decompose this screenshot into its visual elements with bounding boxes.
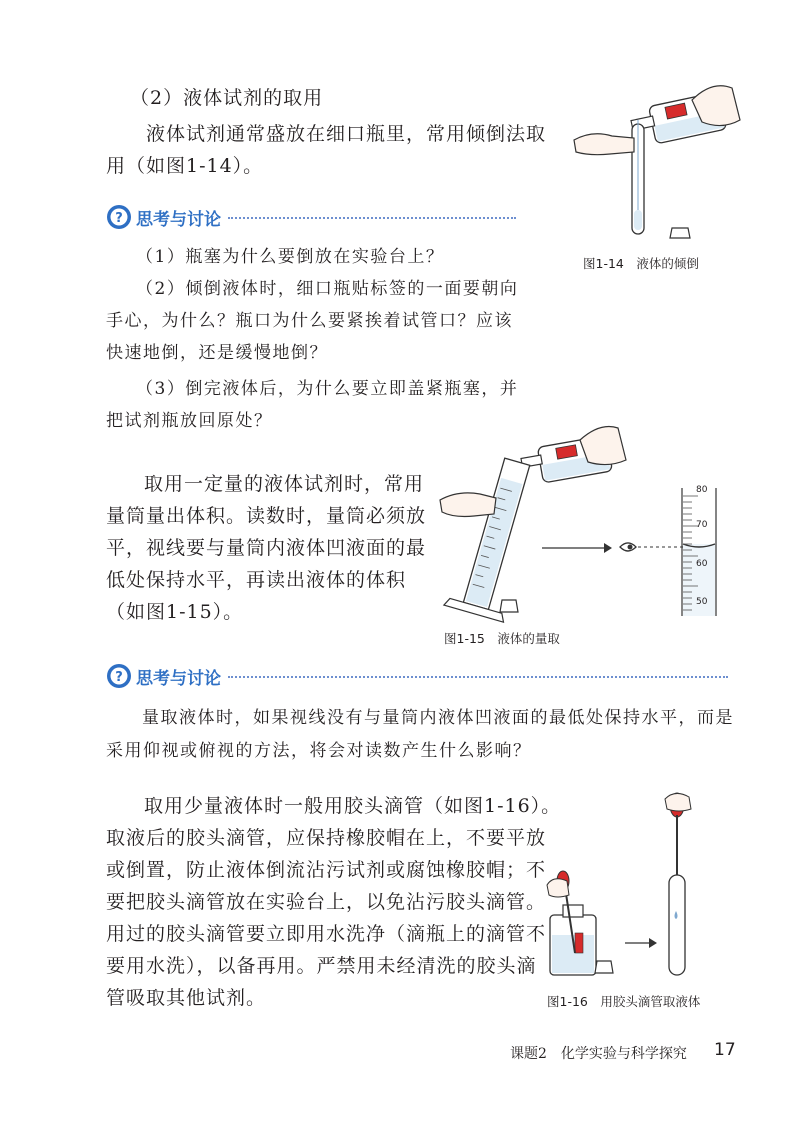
paragraph-line: （如图1-15）。 [106, 601, 244, 623]
question-3: （3）倒完液体后，为什么要立即盖紧瓶塞，并 [136, 379, 519, 399]
paragraph-line: 要用水洗），以备再用。严禁用未经清洗的胶头滴 [106, 955, 537, 977]
figure-caption: 图1-14 液体的倾倒 [583, 256, 699, 271]
paragraph-line: 用过的胶头滴管要立即用水洗净（滴瓶上的滴管不 [106, 923, 547, 945]
paragraph-line: 或倒置，防止液体倒流沾污试剂或腐蚀橡胶帽；不 [106, 859, 547, 881]
scale-label: 50 [696, 597, 708, 607]
page-number: 17 [714, 1040, 736, 1060]
svg-text:?: ? [115, 670, 123, 685]
question-2: （2）倾倒液体时，细口瓶贴标签的一面要朝向 [136, 279, 519, 299]
figure-cylinder-illustration [440, 420, 640, 620]
question-1: （1）瓶塞为什么要倒放在实验台上？ [136, 247, 445, 267]
discussion-title: 思考与讨论 [136, 210, 221, 230]
discussion-text: 量取液体时，如果视线没有与量筒内液体凹液面的最低处保持水平，而是 [142, 708, 734, 728]
arrow-right-icon [542, 542, 612, 554]
discussion-header [106, 663, 730, 689]
question-icon [106, 204, 132, 230]
scale-label: 80 [696, 485, 708, 495]
discussion-text: 采用仰视或俯视的方法，将会对读数产生什么影响？ [106, 741, 532, 761]
figure-caption: 图1-15 液体的量取 [444, 631, 560, 646]
dotted-rule [228, 217, 516, 219]
paragraph-line: 要把胶头滴管放在实验台上，以免沾污胶头滴管。 [106, 891, 547, 913]
question-2-cont: 快速地倒，还是缓慢地倒？ [106, 343, 328, 363]
question-3-cont: 把试剂瓶放回原处？ [106, 411, 273, 431]
paragraph-line: 平，视线要与量筒内液体凹液面的最 [106, 537, 427, 559]
figure-dropper-illustration [545, 785, 715, 985]
dotted-rule [228, 676, 728, 678]
paragraph-line: 取液后的胶头滴管，应保持橡胶帽在上，不要平放 [106, 827, 547, 849]
paragraph-line: 液体试剂通常盛放在细口瓶里，常用倾倒法取 [146, 123, 547, 145]
svg-text:?: ? [115, 211, 123, 226]
figure-caption: 图1-16 用胶头滴管取液体 [547, 994, 701, 1009]
scale-label: 70 [696, 520, 708, 530]
question-icon [106, 663, 132, 689]
paragraph-line: 管吸取其他试剂。 [106, 987, 267, 1009]
paragraph-line: 取用少量液体时一般用胶头滴管（如图1-16）。 [144, 795, 562, 817]
question-2-cont: 手心，为什么？瓶口为什么要紧挨着试管口？应该 [106, 311, 513, 331]
discussion-header [106, 204, 516, 230]
figure-pouring-illustration [572, 80, 742, 240]
paragraph-line: 用（如图1-14）。 [106, 155, 264, 177]
paragraph-line: 取用一定量的液体试剂时，常用 [144, 473, 425, 495]
discussion-title: 思考与讨论 [136, 669, 221, 689]
scale-label: 60 [696, 559, 708, 569]
footer-chapter: 课题2 化学实验与科学探究 [510, 1046, 687, 1062]
paragraph-line: 量筒量出体积。读数时，量筒必须放 [106, 505, 427, 527]
paragraph-line: 低处保持水平，再读出液体的体积 [106, 569, 407, 591]
section-heading: （2）液体试剂的取用 [130, 87, 324, 109]
